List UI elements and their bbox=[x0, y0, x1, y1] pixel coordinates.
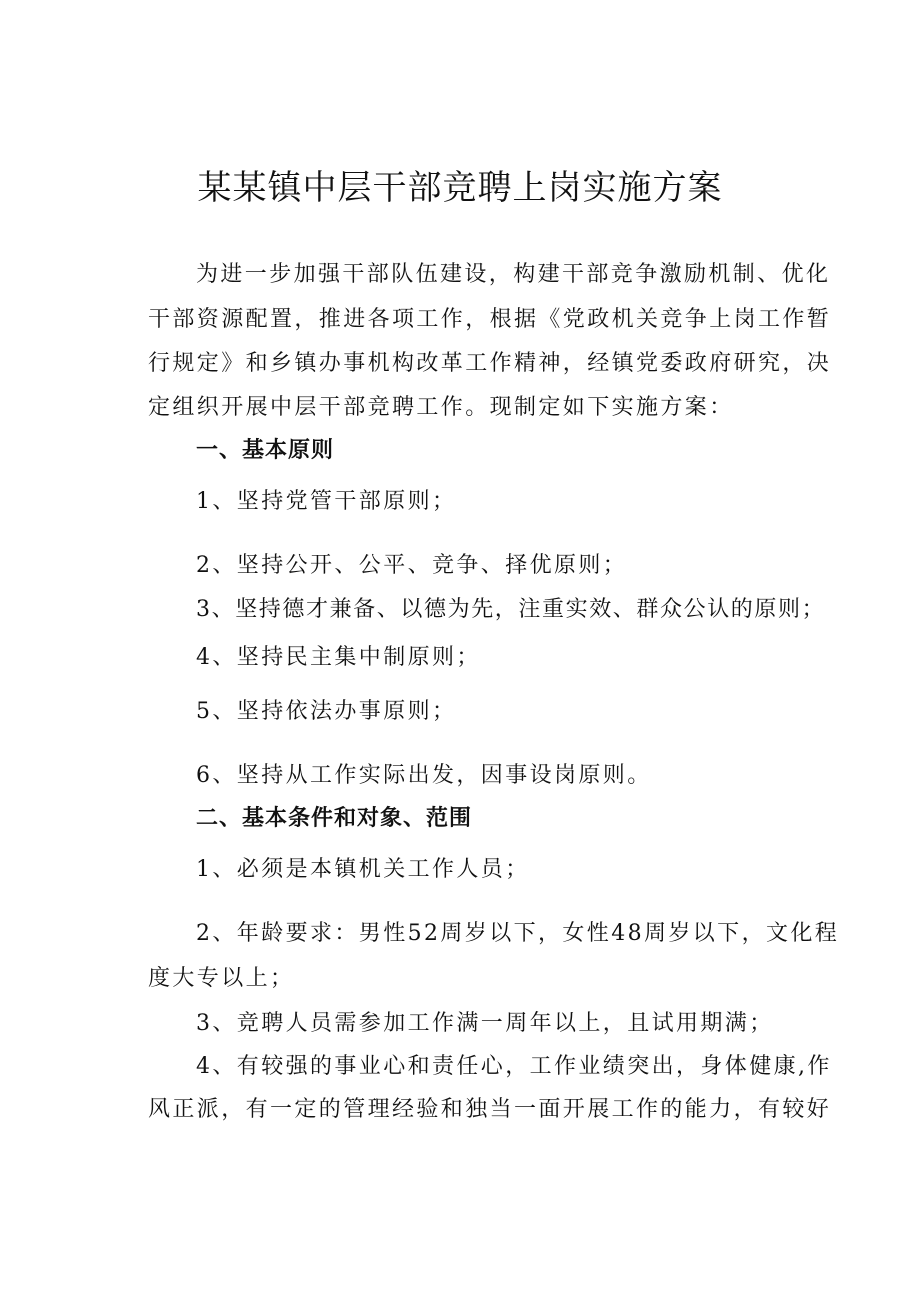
list-item: 2、坚持公开、公平、竞争、择优原则； bbox=[196, 553, 628, 578]
intro-line: 行规定》和乡镇办事机构改革工作精神，经镇党委政府研究，决 bbox=[148, 351, 832, 376]
intro-line: 干部资源配置，推进各项工作，根据《党政机关竞争上岗工作暂 bbox=[148, 307, 832, 332]
list-item: 6、坚持从工作实际出发，因事设岗原则。 bbox=[196, 763, 652, 788]
list-item: 3、坚持德才兼备、以德为先，注重实效、群众公认的原则； bbox=[196, 597, 826, 622]
list-item: 1、必须是本镇机关工作人员； bbox=[196, 857, 530, 882]
list-item: 3、竞聘人员需参加工作满一周年以上，且试用期满； bbox=[196, 1011, 774, 1036]
list-item: 2、年龄要求：男性52周岁以下，女性48周岁以下，文化程 bbox=[196, 921, 840, 946]
list-item-continuation: 度大专以上； bbox=[148, 966, 295, 991]
section-heading: 一、基本原则 bbox=[196, 438, 335, 463]
document-title: 某某镇中层干部竞聘上岗实施方案 bbox=[197, 168, 723, 208]
section-heading: 二、基本条件和对象、范围 bbox=[196, 806, 473, 831]
intro-line: 定组织开展中层干部竞聘工作。现制定如下实施方案： bbox=[148, 395, 734, 420]
list-item: 5、坚持依法办事原则； bbox=[196, 699, 457, 724]
intro-line: 为进一步加强干部队伍建设，构建干部竞争激励机制、优化 bbox=[196, 262, 831, 287]
list-item: 4、坚持民主集中制原则； bbox=[196, 645, 481, 670]
list-item-continuation: 风正派，有一定的管理经验和独当一面开展工作的能力，有较好 bbox=[148, 1097, 832, 1122]
list-item: 4、有较强的事业心和责任心，工作业绩突出，身体健康,作 bbox=[196, 1054, 832, 1079]
list-item: 1、坚持党管干部原则； bbox=[196, 489, 457, 514]
